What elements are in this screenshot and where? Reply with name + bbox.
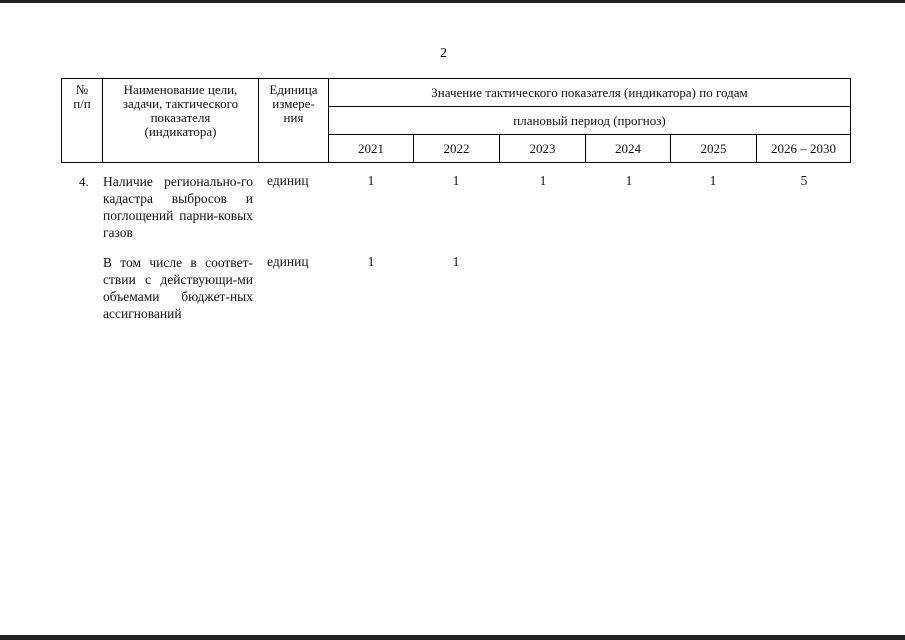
row-unit: единиц	[267, 254, 309, 269]
header-year: 2021	[329, 135, 414, 163]
header-name	[103, 79, 259, 163]
row-value-2024: 1	[625, 173, 633, 188]
scan-border-bottom	[0, 635, 905, 640]
header-unit	[259, 79, 329, 163]
header-name-text: Наименование цели, задачи, тактического показателя (индикатора)	[122, 82, 239, 139]
header-year: 2025	[671, 135, 757, 163]
header-unit-text: Единица измере- ния	[269, 82, 318, 125]
row-value-2021: 1	[367, 254, 375, 269]
row-value-2022: 1	[452, 173, 460, 188]
row-name: Наличие регионально-го кадастра выбросов и поглощений парни-ковых газов	[103, 174, 253, 240]
row-value-2021: 1	[367, 173, 375, 188]
row-value-2025: 1	[709, 173, 717, 188]
header-year: 2023	[500, 135, 586, 163]
row-name: В том числе в соответ-ствии с действующи-ми объемами бюджет-ных ассигнований	[103, 255, 253, 321]
header-num-text: № п/п	[73, 82, 91, 111]
header-planned-period: плановый период (прогноз)	[329, 107, 851, 135]
table-header	[61, 78, 851, 163]
row-unit: единиц	[267, 173, 309, 188]
scan-border-top	[0, 0, 905, 3]
row-number: 4.	[79, 174, 89, 189]
row-value-2022: 1	[452, 254, 460, 269]
header-year: 2022	[414, 135, 500, 163]
header-values-group: Значение тактического показателя (индикатора) по годам	[329, 79, 851, 107]
header-num	[62, 79, 103, 163]
row-value-2026-2030: 5	[800, 173, 808, 188]
page-number: 2	[440, 46, 447, 61]
header-year: 2024	[586, 135, 671, 163]
header-year: 2026 – 2030	[757, 135, 851, 163]
row-value-2023: 1	[539, 173, 547, 188]
